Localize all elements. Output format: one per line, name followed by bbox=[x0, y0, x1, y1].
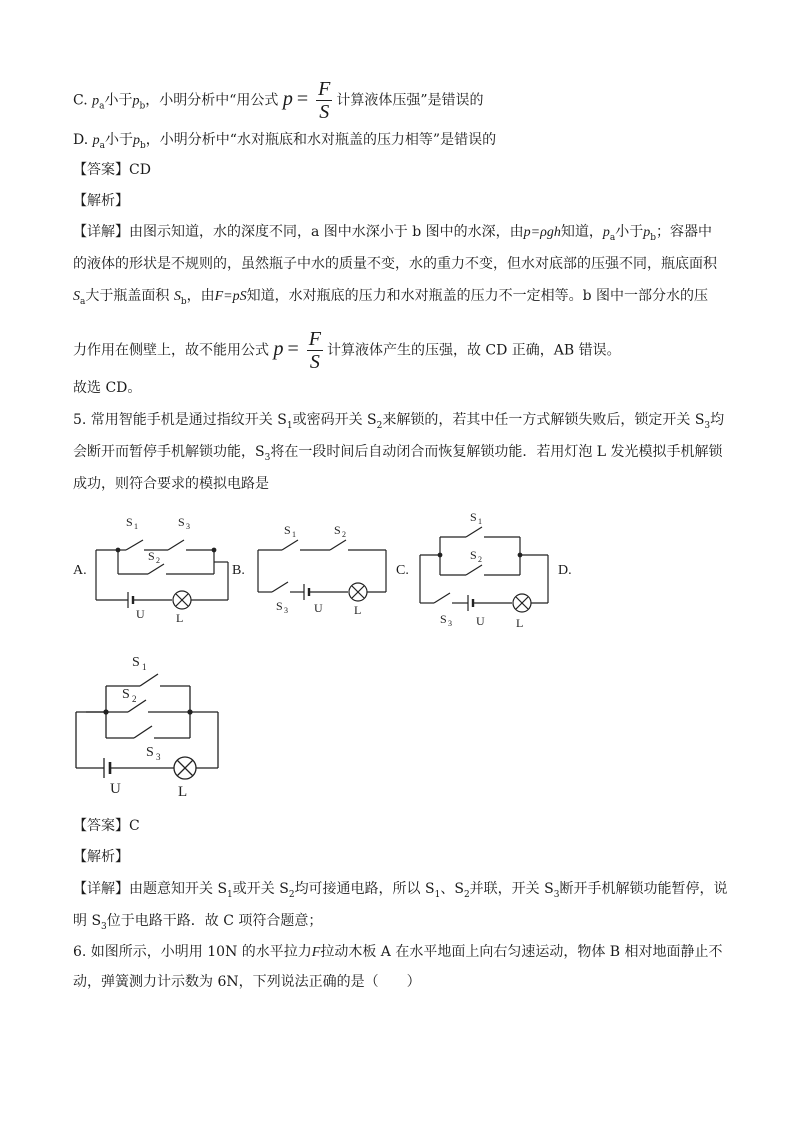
subscript: 3 bbox=[553, 889, 560, 900]
text: 小于 bbox=[105, 132, 134, 148]
text: 的液体的形状是不规则的，虽然瓶子中水的质量不变，水的重力不变，但水对底部的压强不同，瓶底面积 bbox=[73, 256, 717, 272]
text: ，小明分析中“用公式 bbox=[145, 92, 279, 109]
option-c-label[interactable]: C. bbox=[396, 563, 409, 578]
label-s3-sub: 3 bbox=[156, 752, 161, 762]
q5-stem-line-3 bbox=[73, 474, 269, 494]
label-s2: S bbox=[148, 549, 155, 563]
q6-stem-line-2 bbox=[73, 972, 421, 992]
circuit-diagram-c bbox=[410, 505, 560, 630]
detail-tag: 【详解】 bbox=[73, 224, 129, 240]
formula: p=ρgh bbox=[523, 225, 561, 240]
option-d-label[interactable]: D. bbox=[558, 563, 572, 578]
text: ，小明分析中“水对瓶底和水对瓶盖的压力相等”是错误的 bbox=[145, 132, 497, 148]
answer-value: CD bbox=[129, 162, 151, 178]
label-s2-sub: 2 bbox=[342, 530, 346, 539]
text: 拉动木板 A 在水平地面上向右匀速运动，物体 B 相对地面静止不 bbox=[320, 944, 723, 960]
subscript: a bbox=[609, 232, 616, 243]
analysis-tag: 【解析】 bbox=[73, 193, 129, 209]
text: 会断开而暂停手机解锁功能，S bbox=[73, 444, 265, 460]
q5-answer bbox=[73, 816, 140, 836]
q4-answer bbox=[73, 160, 151, 180]
q6-stem-line-1 bbox=[73, 942, 723, 963]
label-u: U bbox=[136, 607, 145, 621]
q4-option-d bbox=[73, 130, 496, 151]
label-s3-sub: 3 bbox=[448, 619, 452, 628]
detail-tag: 【详解】 bbox=[73, 881, 129, 897]
label-s3: S bbox=[146, 745, 154, 760]
text: 、S bbox=[440, 881, 464, 897]
label-s1: S bbox=[126, 515, 133, 529]
label-u: U bbox=[314, 601, 323, 615]
text: 明 S bbox=[73, 913, 102, 929]
text: ，由 bbox=[186, 288, 215, 304]
text: 位于电路干路．故 C 项符合题意； bbox=[106, 913, 323, 929]
circuit-diagram-a bbox=[88, 512, 238, 632]
subscript: a bbox=[99, 140, 106, 151]
q4-detail-line-3 bbox=[73, 286, 708, 307]
text: 并联，开关 S bbox=[469, 881, 554, 897]
label-l: L bbox=[176, 611, 184, 625]
subscript: a bbox=[99, 101, 105, 112]
label-s2: S bbox=[334, 523, 341, 537]
pressure-formula: p = bbox=[273, 337, 299, 360]
text: 由图示知道，水的深度不同，a 图中水深小于 b 图中的水深，由 bbox=[129, 224, 524, 240]
text: 或开关 S bbox=[232, 881, 289, 897]
text: 断开手机解锁功能暂停，说 bbox=[559, 881, 728, 897]
var-p: p bbox=[92, 93, 100, 109]
label-s2-sub: 2 bbox=[478, 555, 482, 564]
fraction: $\frac{F}{S}$ bbox=[308, 328, 321, 373]
var-f: F bbox=[311, 945, 321, 960]
subscript: 3 bbox=[101, 921, 107, 932]
q4-detail-line-1 bbox=[73, 222, 712, 243]
answer-tag: 【答案】 bbox=[73, 818, 129, 834]
q5-analysis-tag bbox=[73, 847, 129, 867]
subscript: b bbox=[139, 101, 146, 112]
var-s: S bbox=[73, 289, 80, 304]
subscript: 2 bbox=[288, 889, 295, 900]
q4-analysis-tag bbox=[73, 191, 129, 211]
analysis-tag: 【解析】 bbox=[73, 849, 129, 865]
label-u: U bbox=[476, 614, 485, 628]
label-s3: S bbox=[178, 515, 185, 529]
label-s1-sub: 1 bbox=[292, 530, 296, 539]
option-a-label[interactable]: A. bbox=[73, 563, 87, 578]
label-s3: S bbox=[276, 599, 283, 613]
label-u: U bbox=[110, 781, 121, 797]
subscript: b bbox=[140, 140, 146, 151]
label-s3-sub: 3 bbox=[284, 606, 288, 615]
text: 动，弹簧测力计示数为 6N，下列说法正确的是（ ） bbox=[73, 974, 421, 990]
circuit-diagram-b bbox=[248, 512, 398, 632]
label-s2-sub: 2 bbox=[132, 694, 137, 704]
text: 均可接通电路，所以 S bbox=[294, 881, 435, 897]
var-p: p bbox=[133, 133, 141, 148]
var-p: p bbox=[132, 93, 140, 109]
label-s1: S bbox=[470, 510, 477, 524]
subscript: 2 bbox=[463, 889, 470, 900]
label-l: L bbox=[178, 784, 188, 800]
label-s1: S bbox=[132, 655, 140, 670]
label-s2: S bbox=[122, 687, 130, 702]
subscript: 1 bbox=[434, 889, 441, 900]
q5-stem-line-2 bbox=[73, 442, 723, 462]
label-s2: S bbox=[470, 548, 477, 562]
subscript: 2 bbox=[376, 420, 383, 431]
text: 小于 bbox=[104, 92, 133, 109]
q4-detail-line-4 bbox=[73, 328, 621, 373]
label-s1-sub: 1 bbox=[478, 517, 482, 526]
text: 由题意知开关 S bbox=[129, 881, 228, 897]
option-letter: D. bbox=[73, 132, 93, 148]
option-b-label[interactable]: B. bbox=[232, 563, 245, 578]
subscript: b bbox=[650, 232, 656, 243]
subscript: 1 bbox=[227, 889, 233, 900]
subscript: b bbox=[180, 296, 187, 307]
subscript: 1 bbox=[286, 420, 293, 431]
subscript: a bbox=[80, 296, 86, 307]
q4-detail-line-2 bbox=[73, 254, 717, 274]
circuit-diagram-d bbox=[70, 650, 245, 800]
q5-detail-line-2 bbox=[73, 911, 322, 931]
answer-tag: 【答案】 bbox=[73, 162, 129, 178]
text: 均 bbox=[710, 412, 725, 428]
text: 知道， bbox=[560, 224, 603, 240]
pressure-formula: p = bbox=[282, 87, 309, 110]
subscript: 3 bbox=[264, 452, 271, 463]
label-s1-sub: 1 bbox=[142, 662, 147, 672]
text: 6. 如图所示，小明用 10N 的水平拉力 bbox=[73, 944, 312, 960]
formula: F=pS bbox=[214, 289, 247, 304]
text: 力作用在侧壁上，故不能用公式 bbox=[73, 342, 269, 359]
text: 计算液体产生的压强，故 CD 正确，AB 错误。 bbox=[326, 342, 621, 359]
q4-option-c bbox=[73, 78, 484, 123]
text: 来解锁的，若其中任一方式解锁失败后，锁定开关 S bbox=[382, 412, 705, 428]
label-s1-sub: 1 bbox=[134, 522, 138, 531]
fraction: $\frac{F}{S}$ bbox=[318, 78, 331, 123]
q4-conclusion bbox=[73, 378, 141, 398]
var-s: S bbox=[173, 289, 181, 304]
text: ；容器中 bbox=[655, 224, 712, 240]
label-s1: S bbox=[284, 523, 291, 537]
text: 知道，水对瓶底的压力和水对瓶盖的压力不一定相等。b 图中一部分水的压 bbox=[246, 288, 709, 304]
label-s3-sub: 3 bbox=[186, 522, 190, 531]
label-l: L bbox=[354, 603, 362, 617]
subscript: 3 bbox=[704, 420, 711, 431]
text: 将在一段时间后自动闭合而恢复解锁功能．若用灯泡 L 发光模拟手机解锁 bbox=[270, 444, 723, 460]
text: 小于 bbox=[615, 224, 644, 240]
q5-detail-line-1 bbox=[73, 879, 727, 899]
text: 5. 常用智能手机是通过指纹开关 S bbox=[73, 412, 287, 428]
var-p: p bbox=[643, 225, 651, 240]
label-s2-sub: 2 bbox=[156, 556, 160, 565]
text: 故选 CD。 bbox=[73, 380, 142, 396]
text: 大于瓶盖面积 bbox=[85, 288, 170, 304]
text: 或密码开关 S bbox=[292, 412, 377, 428]
text: 计算液体压强”是错误的 bbox=[336, 92, 484, 109]
q5-stem-line-1 bbox=[73, 410, 724, 430]
text: 成功，则符合要求的模拟电路是 bbox=[73, 476, 269, 492]
var-p: p bbox=[602, 225, 610, 240]
answer-value: C bbox=[129, 818, 140, 834]
var-p: p bbox=[92, 133, 100, 148]
label-l: L bbox=[516, 616, 524, 630]
option-letter: C. bbox=[73, 92, 93, 109]
label-s3: S bbox=[440, 612, 447, 626]
